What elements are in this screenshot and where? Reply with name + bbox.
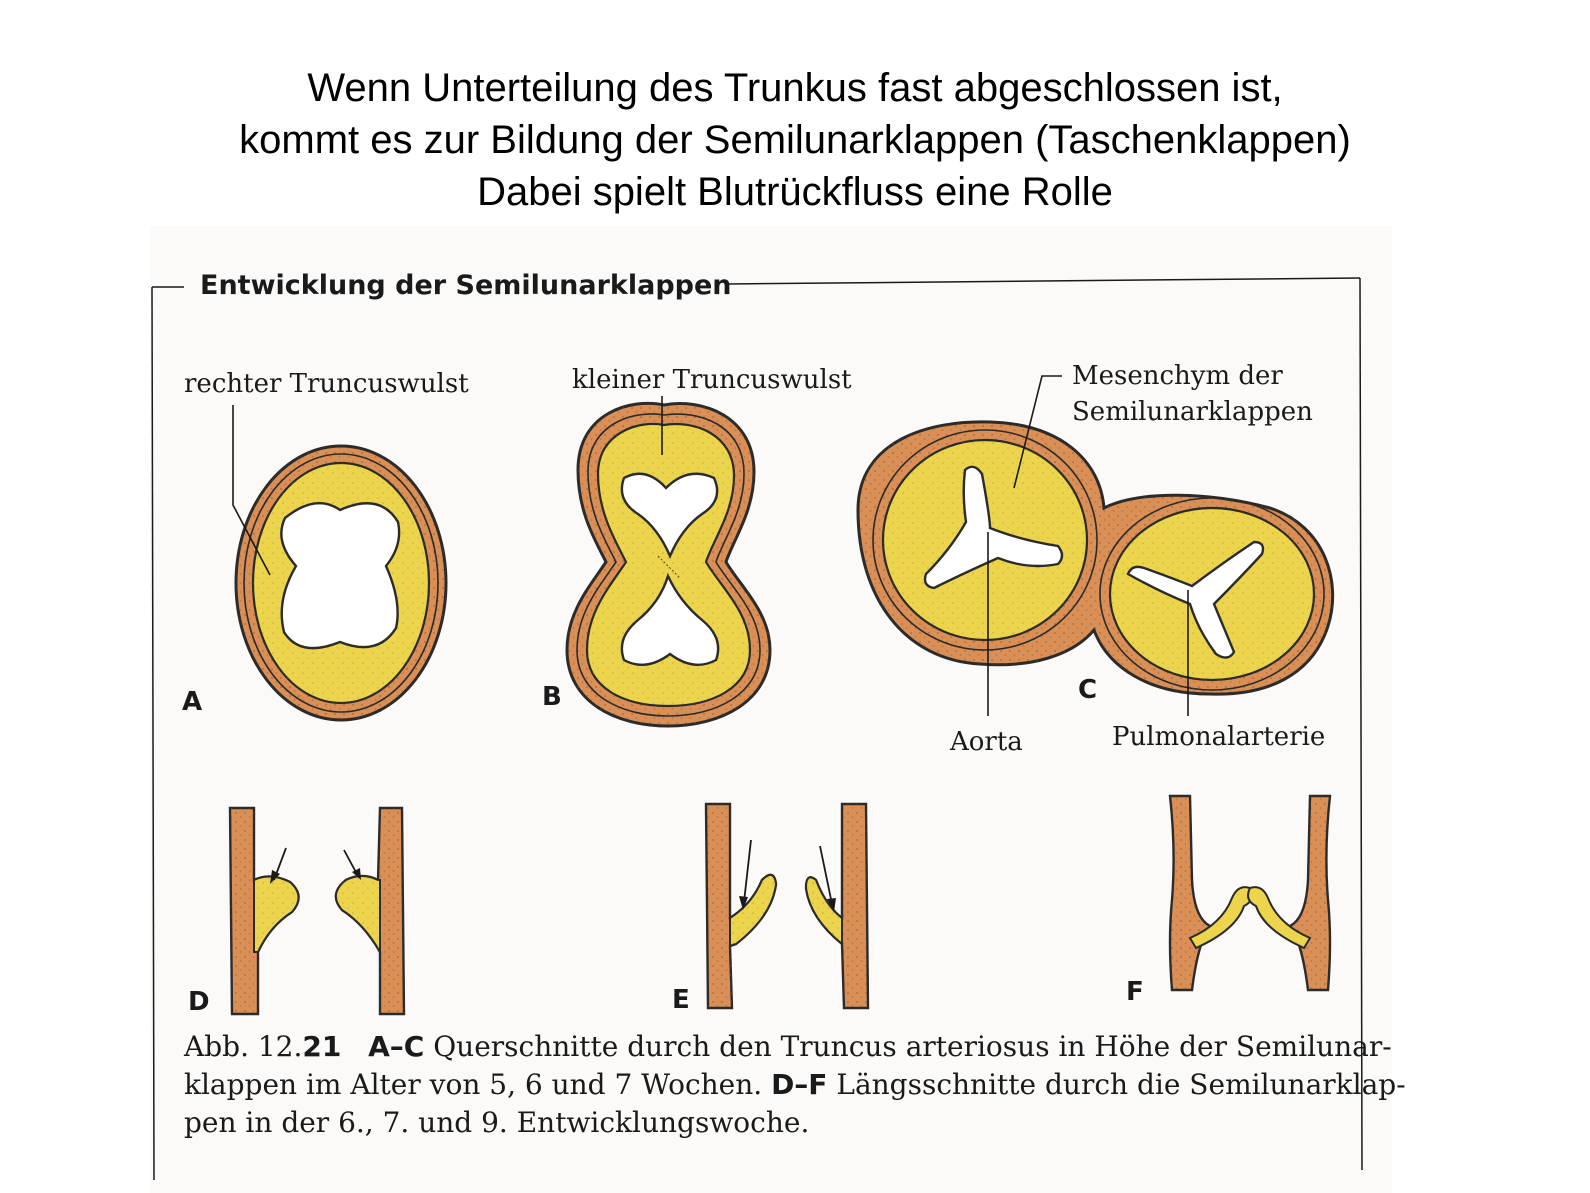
- section-c-cross-section: [858, 422, 1333, 694]
- title-line-1: Wenn Unterteilung des Trunkus fast abgeschlossen ist,: [307, 66, 1283, 110]
- caption-line-2: [184, 1066, 1406, 1104]
- figure-heading: Entwicklung der Semilunarklappen: [200, 270, 732, 301]
- section-b-cross-section: [567, 403, 770, 726]
- letter-c: C: [1078, 675, 1098, 705]
- section-a-cross-section: [236, 446, 446, 720]
- letter-b: B: [542, 682, 562, 712]
- section-f-longitudinal: [1170, 796, 1330, 990]
- figure-caption: [184, 1028, 1406, 1142]
- caption-fig-number: 21: [302, 1030, 342, 1063]
- caption-line-3: [184, 1104, 1384, 1142]
- letter-d: D: [188, 987, 210, 1017]
- label-kleiner-truncuswulst: kleiner Truncuswulst: [572, 365, 852, 395]
- title-line-2: kommt es zur Bildung der Semilunarklappen (Taschenklappen): [239, 118, 1351, 162]
- caption-text-1: Querschnitte durch den Truncus arteriosus in Höhe der Semilunar-: [433, 1030, 1392, 1063]
- caption-text-3: pen in der 6., 7. und 9. Entwicklungswoche.: [184, 1106, 810, 1139]
- label-mesenchym-line1: Mesenchym der: [1072, 361, 1283, 391]
- letter-f: F: [1126, 977, 1144, 1007]
- section-e-longitudinal: [706, 804, 868, 1008]
- caption-text-2: klappen im Alter von 5, 6 und 7 Wochen.: [184, 1068, 763, 1101]
- letter-a: A: [182, 687, 203, 717]
- caption-range-df: D–F: [771, 1068, 828, 1101]
- label-aorta: Aorta: [950, 727, 1023, 757]
- caption-range-ac: A–C: [368, 1030, 425, 1063]
- label-mesenchym-line2: Semilunarklappen: [1072, 397, 1313, 427]
- section-d-longitudinal: [230, 808, 404, 1014]
- label-pulmonalarterie: Pulmonalarterie: [1112, 722, 1326, 752]
- title-line-3: Dabei spielt Blutrückfluss eine Rolle: [477, 170, 1113, 214]
- caption-fig-prefix: Abb. 12.: [184, 1030, 303, 1063]
- label-rechter-truncuswulst: rechter Truncuswulst: [184, 369, 469, 399]
- caption-line-1: [184, 1028, 1392, 1066]
- letter-e: E: [672, 985, 690, 1015]
- caption-text-2b: Längsschnitte durch die Semilunarklap-: [836, 1068, 1406, 1101]
